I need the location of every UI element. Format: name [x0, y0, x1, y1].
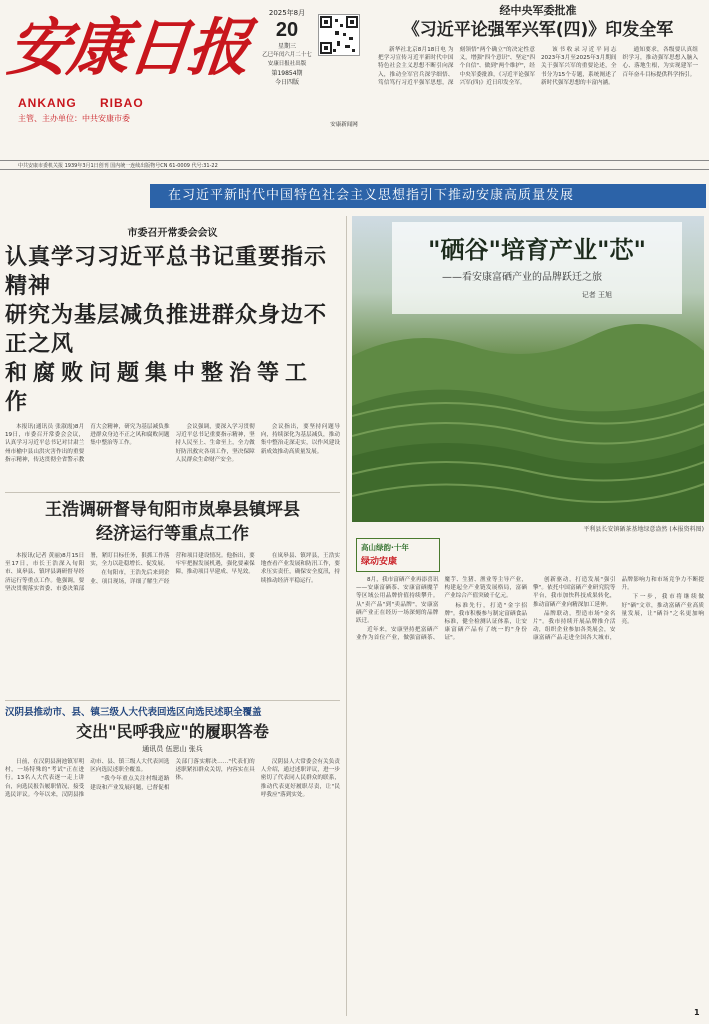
paragraph: 下一步，我市将继续做好"硒"文章，推动富硒产业高质量发展，让"硒谷"之名更加响亮。 — [621, 594, 704, 626]
website-label: 安康新闻网 — [330, 122, 358, 128]
paragraph: 该书收录习近平同志2023年3月至2025年3月期间关于强军兴军的重要论述，全书分为15个专题，系统阐述了新时代强军思想的丰富内涵。 — [541, 47, 617, 86]
headline-line: 王浩调研督导旬阳市岚皋县镇坪县 — [45, 500, 300, 520]
paragraph: 会议指出，要坚持问题导向，持续深化为基层减负，推动集中整治走深走实，以作风建设新成效推动高质量发展。 — [260, 424, 340, 455]
headline-line: 研究为基层减负推进群众身边不正之风 — [5, 303, 328, 357]
publisher: 安康日报社出版 — [267, 61, 307, 67]
paragraph: 汉阴县人大常委会有关负责人介绍，通过述职评议，进一步密切了代表同人民群众的联系，推动代表更好履职尽责，让"民呼我应"落到实处。 — [260, 759, 340, 798]
top-story-body — [378, 46, 698, 164]
paragraph: 标准先行，打造"金字招牌"。我市积极参与制定富硒食品标准，健全检测认证体系，让安康富硒产品有了统一的"身份证"。 — [444, 602, 527, 642]
paragraph: 日前，在汉阴县涧池镇军明村，一场特殊的"考试"正在进行。13名人大代表逐一走上讲台，向选民报告履职情况，接受选民评议。今年以来，汉阴县推动市、县、镇三级人大代表回选区向选民述职全覆盖。 — [5, 759, 170, 798]
divider — [5, 492, 340, 493]
npc-story — [5, 704, 340, 1019]
issue-number: 第19854期 — [271, 70, 303, 77]
paragraph: 会议强调，要深入学习贯彻习近平总书记重要指示精神，坚持人民至上、生命至上，全力做好防汛救灾各项工作，坚决保障人民群众生命财产安全。 — [175, 424, 255, 463]
headline-line: 和腐败问题集中整治等工作 — [5, 361, 314, 415]
paragraph: 新华社北京8月18日电 为把学习宣传习近平新时代中国特色社会主义思想不断引向深入，推动全军官兵深学细悟、笃信笃行习近平强军思想，深刻领悟"两个确立"的决定性意义，增强"四个意识"、坚定"四个自信"、做到"两个维护"，经中央军委批准，《习近平论强军兴军(四)》近日印发全军。 — [378, 47, 536, 86]
top-story-headline: 《习近平论强军兴军(四)》印发全军 — [402, 20, 674, 40]
masthead-sponsor: 主管、主办单位：中共安康市委 — [18, 114, 130, 123]
paragraph: 通知要求，各级要认真组织学习，推动强军思想入脑入心、落地生根，为实现建军一百年奋斗目标提供科学指引。 — [622, 47, 698, 78]
column-divider — [346, 216, 347, 1016]
paragraph: 创新驱动，打造发展"强引擎"。依托中国富硒产业研究院等平台，我市加快科技成果转化，推动富硒产业向精深加工延伸。 — [533, 577, 616, 608]
date-weekday: 星期三 — [277, 43, 296, 50]
paragraph: 本报讯(记者 黄丽)8月15日至17日，市长王浩深入旬阳市、岚皋县、镇坪县调研督导经济运行等重点工作。他强调，要坚决贯彻落实省委、市委决策部署，紧盯目标任务，狠抓工作落实，全力以赴稳增长、促发展。 — [5, 553, 170, 592]
meeting-kicker: 市委召开常委会会议 — [127, 228, 218, 239]
date-box — [262, 8, 312, 112]
date-lunar: 乙巳年闰六月二十七 — [262, 52, 312, 58]
feature-headline: "硒谷"培育产业"芯" — [427, 236, 646, 264]
page-number: 1 — [694, 1008, 700, 1017]
headline-line: 经济运行等重点工作 — [96, 524, 249, 544]
feature-photo — [352, 216, 704, 522]
campaign-logo — [356, 538, 440, 572]
date-day: 20 — [275, 19, 299, 41]
npc-kicker: 汉阴县推动市、县、镇三级人大代表回选区向选民述职全覆盖 — [5, 707, 262, 718]
feature-body — [356, 576, 704, 1016]
meeting-story — [5, 224, 340, 463]
npc-headline: 交出"民呼我应"的履职答卷 — [76, 722, 269, 741]
info-bar: 中共安康市委机关报 1939年3月1日创刊 国内统一连续出版物号CN 61-0009 代号:31-22 — [0, 160, 709, 170]
top-story — [378, 0, 698, 158]
masthead-pinyin-left: ANKANG — [18, 96, 77, 110]
survey-body — [5, 552, 340, 692]
paragraph: 在岚皋县、镇坪县，王浩实地查看产业发展和防汛工作，要求压实责任，确保安全度汛，持续推动经济平稳运行。 — [260, 553, 340, 584]
paragraph: 在旬阳市，王浩先后来到企业、项目现场，详细了解生产经营和项目建设情况。他指出，要牢牢把握发展机遇，强化要素保障，推动项目早建成、早见效。 — [90, 553, 255, 585]
date-year-month: 2025年8月 — [268, 9, 306, 17]
paragraph: 本报讯(通讯员 张淑霞)8月19日，市委召开常委会会议，认真学习习近平总书记对甘肃兰州市榆中县山洪灾害作出的重要指示精神，传达贯彻全省警示教育大会精神，研究为基层减负推进群众身边不正之风和腐败问题集中整治等工作。 — [5, 424, 170, 463]
paragraph: 近年来，安康坚持把富硒产业作为首位产业，做强富硒茶、魔芋、生猪、渔业等主导产业，构建起全产业链发展格局，富硒产业综合产值突破千亿元。 — [356, 577, 527, 642]
paragraph: "我今年重点关注村级道路建设和产业发展问题，已督促相关部门落实解决……"代表们的述职紧扣群众关切，内容实在具体。 — [90, 759, 255, 791]
paragraph: 品牌联动，塑造市场"金名片"。我市持续开展品牌推介活动，组织企业参加各类展会，安康富硒产品走进全国各大城市，品牌影响力和市场竞争力不断提升。 — [533, 577, 704, 642]
npc-byline: 通讯员 伍思山 张兵 — [142, 745, 203, 753]
headline-line: 认真学习习近平总书记重要指示精神 — [5, 245, 328, 299]
logo-line-2: 绿动安康 — [361, 557, 398, 567]
paragraph: 8月，我市富硒产业再添喜讯——安康富硒茶、安康富硒魔芋等区域公用品牌价值持续攀升。从"卖产品"到"卖品牌"，安康富硒产业正在经历一场深刻的品牌跃迁。 — [356, 577, 439, 625]
feature-byline: 记者 王旭 — [581, 291, 612, 299]
banner-text: 在习近平新时代中国特色社会主义思想指引下推动安康高质量发展 — [168, 188, 575, 203]
survey-headline — [5, 498, 340, 546]
divider — [5, 700, 340, 701]
page-count: 今日四版 — [274, 79, 299, 86]
masthead-pinyin-right: RIBAO — [100, 96, 144, 110]
masthead-title: 安康日报 — [4, 11, 252, 84]
banner — [150, 184, 706, 208]
feature-subhead: ——看安康富硒产业的品牌跃迁之旅 — [442, 272, 602, 283]
logo-line-1: 高山绿韵·十年 — [361, 543, 409, 552]
meeting-headline — [5, 243, 340, 417]
photo-caption: 平利县长安镇硒茶基地绿意盎然 (本报资料图) — [583, 526, 704, 533]
top-story-kicker: 经中央军委批准 — [499, 4, 577, 17]
qr-code-icon — [318, 14, 360, 56]
npc-body — [5, 758, 340, 1024]
